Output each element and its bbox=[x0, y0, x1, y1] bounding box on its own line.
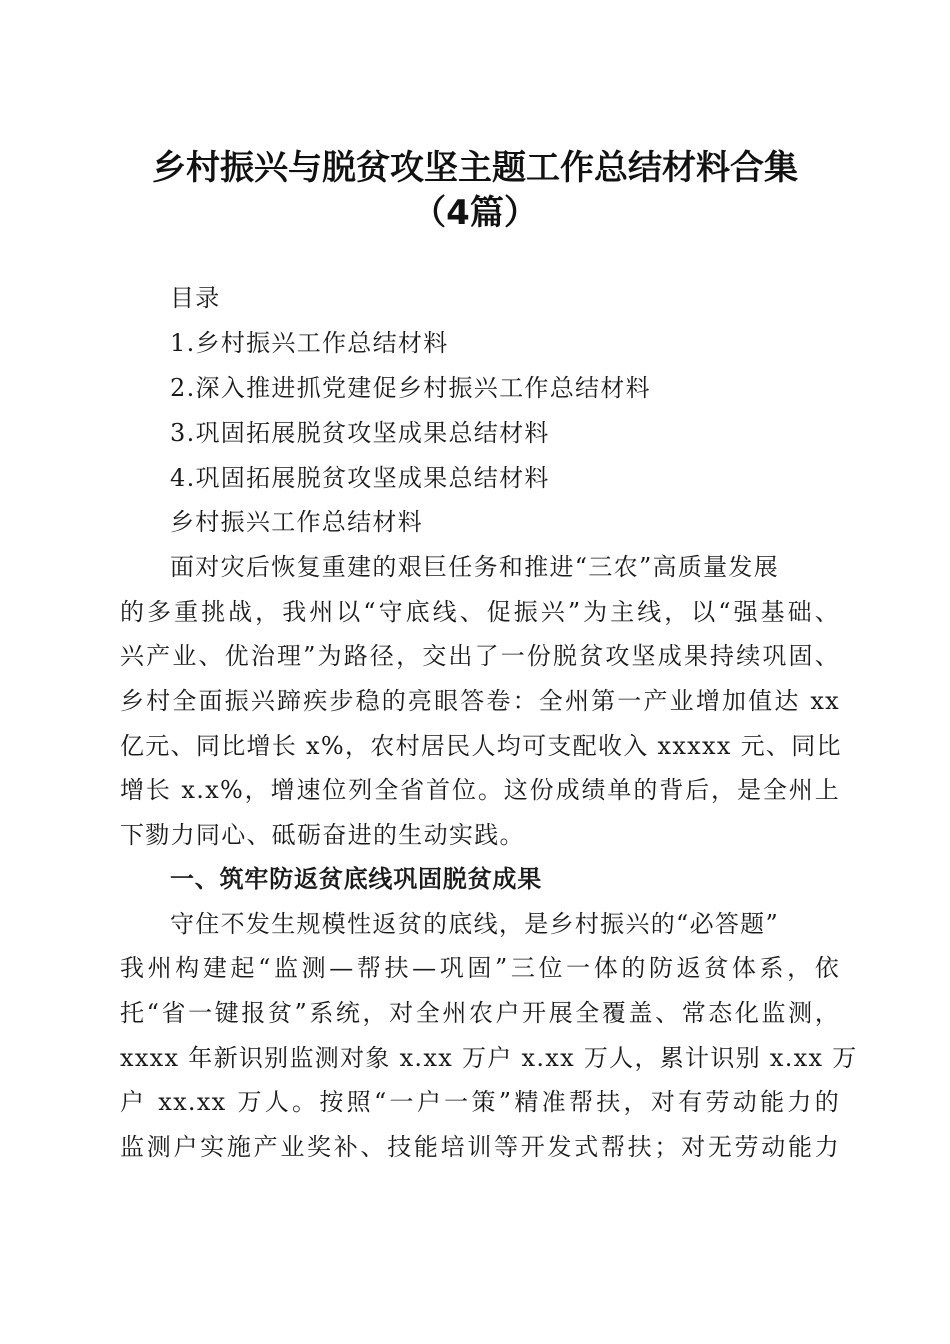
paragraph-1-line-7: 下勠力同心、砥砺奋进的生动实践。 bbox=[120, 821, 525, 849]
paragraph-1-line-1: 面对灾后恢复重建的艰巨任务和推进“三农”高质量发展 bbox=[170, 553, 780, 581]
section-title: 乡村振兴工作总结材料 bbox=[170, 508, 423, 536]
paragraph-2-line-1: 守住不发生规模性返贫的底线，是乡村振兴的“必答题” bbox=[170, 910, 780, 938]
paragraph-1-line-5: 亿元、同比增长 x%，农村居民人均可支配收入 xxxxx 元、同比 bbox=[120, 732, 842, 760]
document-title-count: （4篇） bbox=[412, 193, 538, 233]
paragraph-2-line-3: 托“省一键报贫”系统，对全州农户开展全覆盖、常态化监测， bbox=[120, 999, 840, 1027]
toc-item-1: 1.乡村振兴工作总结材料 bbox=[170, 329, 449, 357]
toc-item-3: 3.巩固拓展脱贫攻坚成果总结材料 bbox=[170, 419, 550, 447]
toc-label: 目录 bbox=[170, 284, 221, 312]
paragraph-2-line-2: 我州构建起“监测—帮扶—巩固”三位一体的防返贫体系，依 bbox=[120, 954, 840, 982]
toc-item-4: 4.巩固拓展脱贫攻坚成果总结材料 bbox=[170, 464, 550, 492]
paragraph-2-line-6: 监测户实施产业奖补、技能培训等开发式帮扶；对无劳动能力 bbox=[120, 1133, 840, 1161]
paragraph-2-line-5: 户 xx.xx 万人。按照“一户一策”精准帮扶，对有劳动能力的 bbox=[120, 1088, 840, 1116]
paragraph-1-line-3: 兴产业、优治理”为路径，交出了一份脱贫攻坚成果持续巩固、 bbox=[120, 642, 840, 670]
section-heading-1: 一、筑牢防返贫底线巩固脱贫成果 bbox=[170, 865, 542, 893]
paragraph-1-line-6: 增长 x.x%，增速位列全省首位。这份成绩单的背后，是全州上 bbox=[120, 776, 840, 804]
document-title: 乡村振兴与脱贫攻坚主题工作总结材料合集 bbox=[152, 148, 798, 188]
paragraph-2-line-4: xxxx 年新识别监测对象 x.xx 万户 x.xx 万人，累计识别 x.xx 万 bbox=[120, 1044, 858, 1072]
paragraph-1-line-4: 乡村全面振兴蹄疾步稳的亮眼答卷：全州第一产业增加值达 xx bbox=[120, 687, 840, 715]
toc-item-2: 2.深入推进抓党建促乡村振兴工作总结材料 bbox=[170, 374, 651, 402]
paragraph-1-line-2: 的多重挑战，我州以“守底线、促振兴”为主线，以“强基础、 bbox=[120, 598, 840, 626]
